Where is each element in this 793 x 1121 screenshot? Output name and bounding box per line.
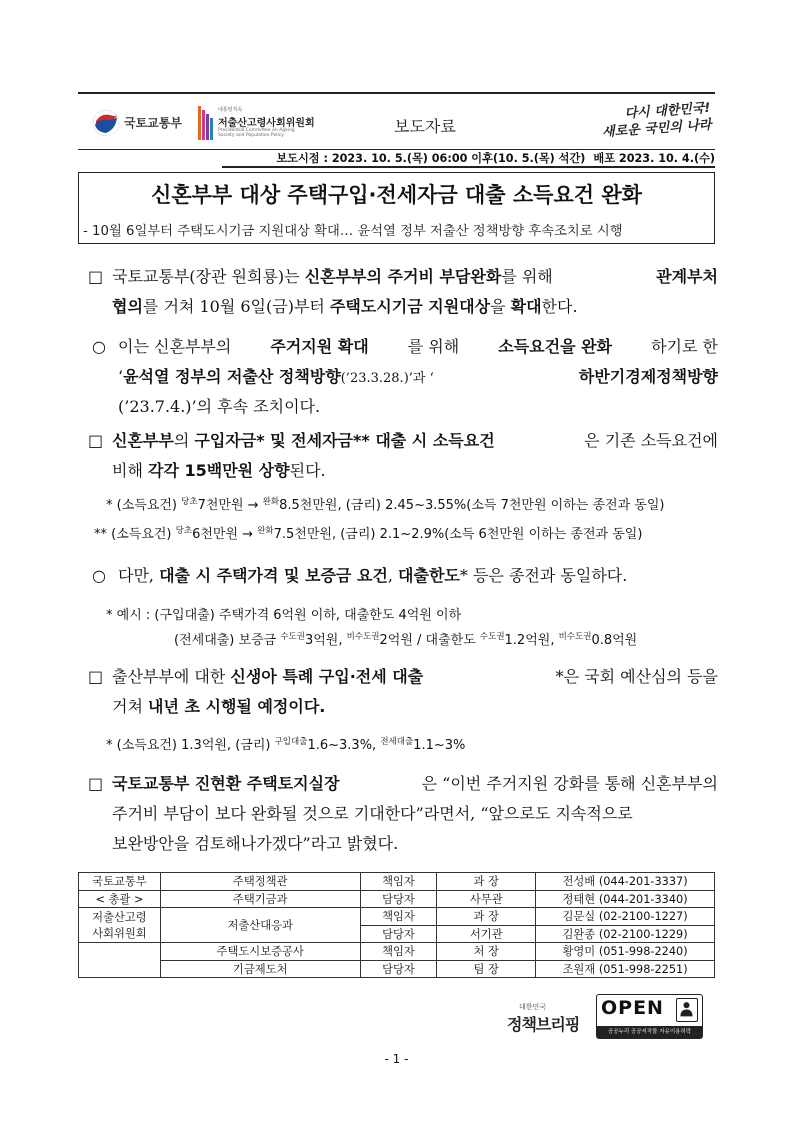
page-subtitle: - 10월 6일부터 주택도시기금 지원대상 확대… 윤석열 정부 저출산 정책방향 후속조치로 시행 (83, 224, 623, 239)
committee-logo-eng: Presidential Committee on Ageing Society and Population Policy (218, 128, 295, 138)
press-header (78, 92, 715, 150)
p1-line-1: 국토교통부(장관 원희룡)는 신혼부부의 주거비 부담완화를 위해 관계부처 (112, 267, 718, 286)
molit-logo-text: 국토교통부 (124, 116, 182, 130)
paragraph-4 (88, 769, 718, 859)
square-bullet: □ (88, 667, 104, 686)
example-note-line-1: * 예시 : (구입대출) 주택가격 6억원 이하, 대출한도 4억원 이하 (106, 608, 462, 623)
p2-line-1: 신혼부부의 구입자금* 및 전세자금** 대출 시 소득요건 은 기존 소득요건에 (112, 431, 718, 450)
table-row (79, 873, 715, 891)
person-cell: 황영미 (051-998-2240) (536, 943, 715, 961)
square-bullet: □ (88, 267, 104, 286)
title-cell: 처 장 (437, 943, 536, 961)
policy-briefing-logo: 대한민국 정책브리핑 (507, 1003, 580, 1034)
title-cell: 과 장 (437, 908, 536, 926)
press-release-label: 보도자료 (394, 117, 456, 136)
p3-line-1: 출산부부에 대한 신생아 특례 구입·전세 대출 *은 국회 예산심의 등을 (112, 667, 718, 686)
p1a-line-1: 이는 신혼부부의 주거지원 확대 를 위해 소득요건을 완화 하기로 한 (118, 337, 718, 356)
contact-table (78, 872, 715, 978)
circle-bullet: ○ (92, 337, 106, 356)
embargo-time: 보도시점 : 2023. 10. 5.(목) 06:00 이후(10. 5.(목) 석간) (276, 152, 586, 165)
example-note-line-2: (전세대출) 보증금 $^{수도권}$3억원, $^{비수도권}$2억원 / 대출한도 $^{수도권}$1.2억원, $^{비수도권}$0.8억원 (174, 632, 638, 648)
role-cell: 책임자 (360, 908, 437, 926)
committee-logo-text: 저출산고령사회위원회 (218, 118, 315, 129)
open-license-text: 공공누리 공공저작물 자유이용허락 (597, 1026, 702, 1038)
title-cell: 사무관 (437, 890, 536, 908)
table-row (79, 960, 715, 978)
p1a-line-2: ‘윤석열 정부의 저출산 정책방향(’23.3.28.)’과 ‘ 하반기경제정책방향 (118, 367, 718, 386)
presidential-committee-logo (198, 104, 348, 144)
dept-cell: 주택도시보증공사 (160, 943, 360, 961)
role-cell: 책임자 (360, 873, 437, 891)
open-logo-text: OPEN (601, 997, 664, 1019)
page-number: - 1 - (384, 1052, 409, 1066)
kogl-open-badge (596, 994, 703, 1039)
person-cell: 김문실 (02-2100-1227) (536, 908, 715, 926)
footnote-1: * (소득요건) $^{당초}$7천만원 → $^{완화}$8.5천만원, (금리) 2.45~3.55%(소득 7천만원 이하는 종전과 동일) (106, 497, 665, 513)
dept-cell: 저출산대응과 (160, 908, 360, 943)
slogan-line-1: 다시 대한민국! (624, 100, 711, 122)
person-cell: 김완종 (02-2100-1229) (536, 925, 715, 943)
p2-line-2: 비해 각각 15백만원 상향된다. (112, 461, 326, 480)
title-cell: 팀 장 (437, 960, 536, 978)
paragraph-2 (88, 426, 718, 486)
person-cell: 조원재 (051-998-2251) (536, 960, 715, 978)
role-cell: 담당자 (360, 960, 437, 978)
person-cell: 정태현 (044-201-3340) (536, 890, 715, 908)
title-cell: 서기관 (437, 925, 536, 943)
table-row (79, 890, 715, 908)
role-cell: 책임자 (360, 943, 437, 961)
p2a-line-1: 다만, 대출 시 주택가격 및 보증금 요건, 대출한도* 등은 종전과 동일하다. (118, 566, 628, 585)
table-row (79, 908, 715, 926)
attribution-person-icon (676, 998, 698, 1022)
molit-emblem-icon (92, 109, 120, 137)
distribution-date: 배포 2023. 10. 4.(수) (593, 152, 715, 165)
p4-line-2: 주거비 부담이 보다 완화될 것으로 기대한다”라면서, “앞으로도 지속적으로 (112, 804, 633, 823)
footnote-2: ** (소득요건) $^{당초}$6천만원 → $^{완화}$7.5천만원, (금리) 2.1~2.9%(소득 6천만원 이하는 종전과 동일) (94, 526, 643, 542)
paragraph-2a (88, 561, 718, 591)
table-row (79, 943, 715, 961)
title-box (78, 172, 715, 244)
p1-line-2: 협의를 거쳐 10월 6일(금)부터 주택도시기금 지원대상을 확대한다. (112, 297, 578, 316)
molit-logo (92, 107, 192, 139)
page-title: 신혼부부 대상 주택구입·전세자금 대출 소득요건 완화 (151, 183, 642, 207)
dept-cell: 기금제도처 (160, 960, 360, 978)
square-bullet: □ (88, 774, 104, 793)
p4-line-1: 국토교통부 진현환 주택토지실장 은 “이번 주거지원 강화를 통해 신혼부부의 (112, 774, 718, 793)
committee-emblem-icon (198, 104, 214, 142)
dept-cell: 주택정책관 (160, 873, 360, 891)
committee-logo-small: 대통령직속 (218, 107, 243, 113)
role-cell: 담당자 (360, 925, 437, 943)
org-cell (79, 943, 161, 978)
paragraph-3 (88, 662, 718, 722)
org-cell: 저출산고령 사회위원회 (79, 908, 161, 943)
paragraph-1a (88, 332, 718, 422)
p4-line-3: 보완방안을 검토해나가겠다”라고 밝혔다. (112, 834, 399, 853)
p3-line-2: 거쳐 내년 초 시행될 예정이다. (112, 697, 326, 716)
person-cell: 전성배 (044-201-3337) (536, 873, 715, 891)
role-cell: 담당자 (360, 890, 437, 908)
release-info (222, 150, 715, 168)
circle-bullet: ○ (92, 566, 106, 585)
paragraph-1 (88, 262, 718, 322)
org-cell: 국토교통부 (79, 873, 161, 891)
square-bullet: □ (88, 431, 104, 450)
org-cell: < 총괄 > (79, 890, 161, 908)
slogan-line-2: 새로운 국민의 나라 (601, 117, 712, 141)
footnote-4: * (소득요건) 1.3억원, (금리) $^{구입대출}$1.6~3.3%, $^{전세대출}$1.1~3% (106, 737, 466, 753)
p1a-line-3: (’23.7.4.)’의 후속 조치이다. (118, 397, 321, 416)
slogan-logo (585, 100, 712, 143)
title-cell: 과 장 (437, 873, 536, 891)
dept-cell: 주택기금과 (160, 890, 360, 908)
